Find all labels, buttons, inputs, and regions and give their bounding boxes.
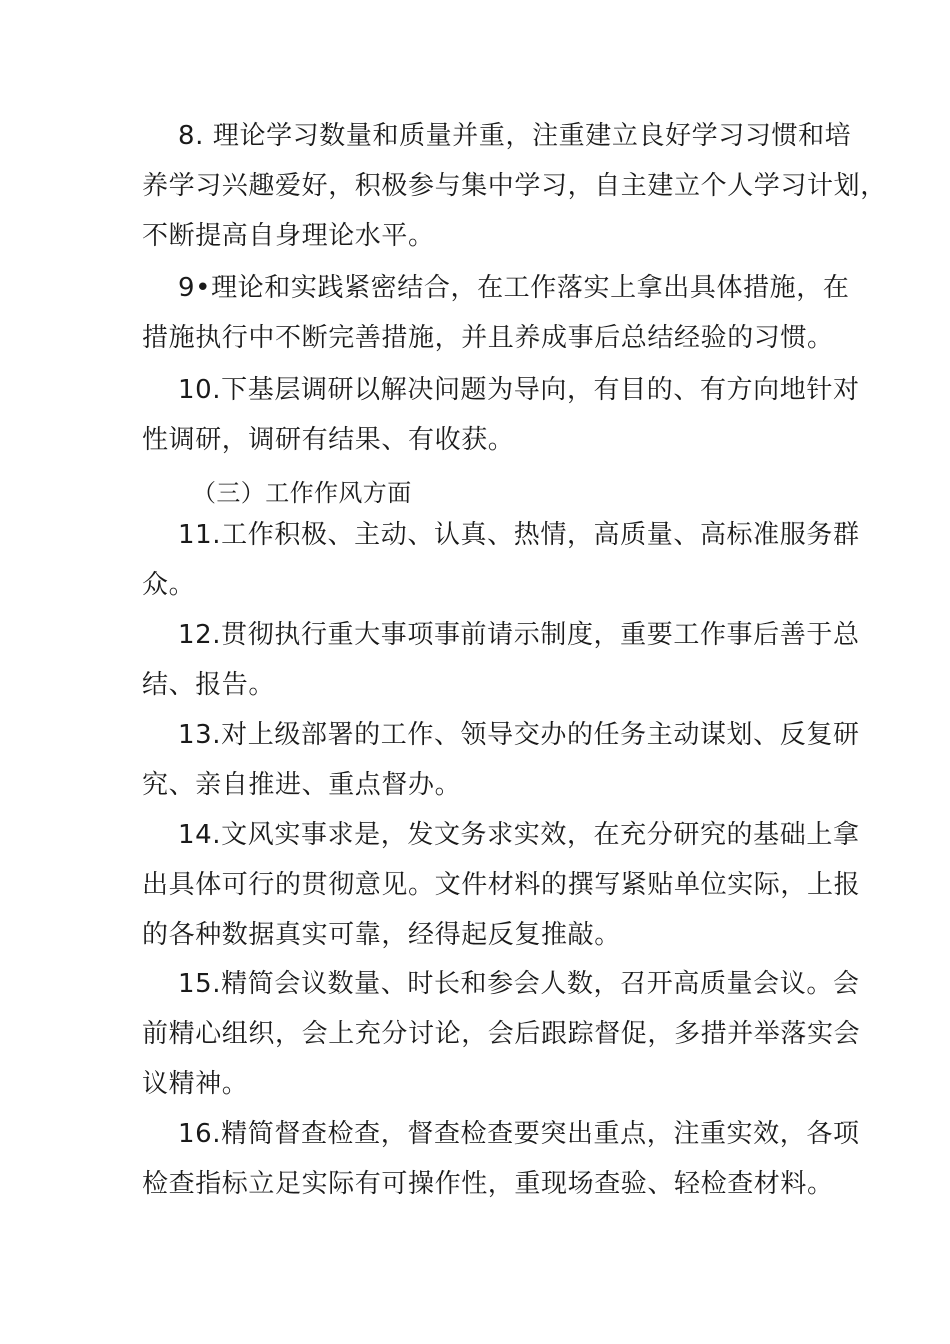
- item-14-line-3: 的各种数据真实可靠，经得起反复推敲。: [142, 920, 621, 950]
- item-15-line-1: 15.精简会议数量、时长和参会人数，召开高质量会议。会: [178, 969, 860, 999]
- item-13-line-1: 13.对上级部署的工作、领导交办的任务主动谋划、反复研: [178, 720, 860, 750]
- item-11-line-2: 众。: [142, 570, 196, 600]
- item-9-line-2: 措施执行中不断完善措施，并且养成事后总结经验的习惯。: [142, 323, 834, 353]
- item-8-line-3: 不断提高自身理论水平。: [142, 221, 435, 251]
- item-12-line-1: 12.贯彻执行重大事项事前请示制度，重要工作事后善于总: [178, 620, 860, 650]
- item-12-line-2: 结、报告。: [142, 670, 276, 700]
- item-8-line-2: 养学习兴趣爱好，积极参与集中学习，自主建立个人学习计划，: [142, 171, 887, 201]
- item-11-line-1: 11.工作积极、主动、认真、热情，高质量、高标准服务群: [178, 520, 860, 550]
- section-heading: （三）工作作风方面: [192, 479, 412, 507]
- item-8-line-1: 8. 理论学习数量和质量并重，注重建立良好学习习惯和培: [178, 121, 852, 151]
- item-16-line-2: 检查指标立足实际有可操作性，重现场查验、轻检查材料。: [142, 1169, 834, 1199]
- item-14-line-2: 出具体可行的贯彻意见。文件材料的撰写紧贴单位实际，上报: [142, 870, 861, 900]
- item-15-line-3: 议精神。: [142, 1069, 249, 1099]
- item-10-line-2: 性调研，调研有结果、有收获。: [142, 425, 515, 455]
- item-14-line-1: 14.文风实事求是，发文务求实效，在充分研究的基础上拿: [178, 820, 860, 850]
- item-10-line-1: 10.下基层调研以解决问题为导向，有目的、有方向地针对: [178, 375, 860, 405]
- item-13-line-2: 究、亲自推进、重点督办。: [142, 770, 462, 800]
- item-16-line-1: 16.精简督查检查，督查检查要突出重点，注重实效，各项: [178, 1119, 860, 1149]
- item-9-line-1: 9•理论和实践紧密结合，在工作落实上拿出具体措施，在: [178, 273, 850, 303]
- item-15-line-2: 前精心组织，会上充分讨论，会后跟踪督促，多措并举落实会: [142, 1019, 861, 1049]
